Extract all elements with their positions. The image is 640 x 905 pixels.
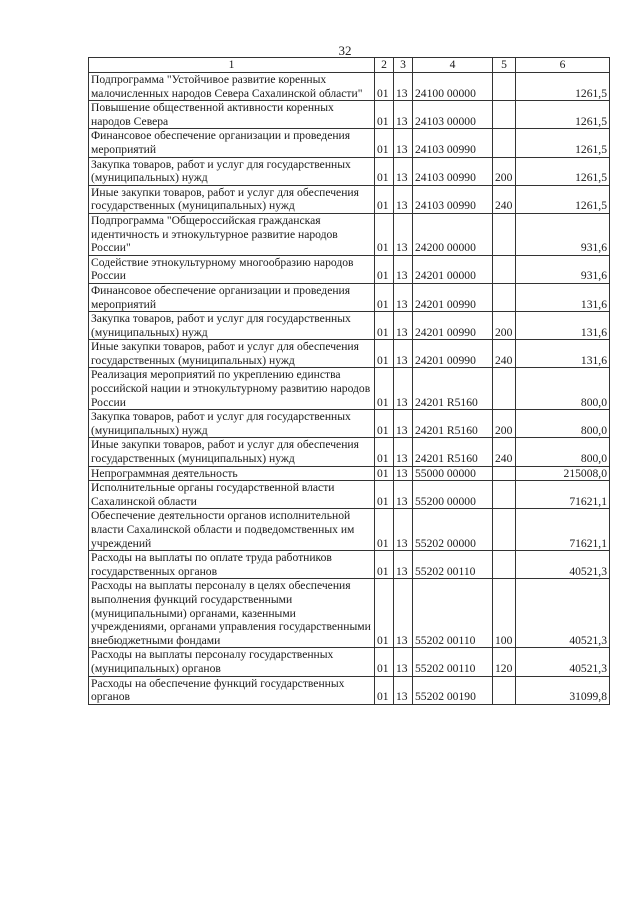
page-number: 32: [338, 43, 352, 58]
target-article-cell: 24100 00000: [413, 73, 493, 101]
expense-type-cell: 200: [493, 410, 516, 438]
expense-type-cell: 100: [493, 579, 516, 648]
target-article-cell: 24103 00990: [413, 157, 493, 185]
header-cell: 4: [413, 58, 493, 73]
section-code-cell: 01: [375, 676, 394, 704]
table-row: [89, 466, 610, 481]
section-code-cell: 01: [375, 340, 394, 368]
amount-cell: 131,6: [516, 340, 610, 368]
amount-cell: 71621,1: [516, 509, 610, 551]
section-code-cell: 01: [375, 129, 394, 157]
expense-type-cell: [493, 255, 516, 283]
expense-name-cell: Расходы на выплаты персоналу государственных (муниципальных) органов: [89, 648, 375, 676]
amount-cell: 1261,5: [516, 73, 610, 101]
table-row: [89, 438, 610, 466]
target-article-cell: 24103 00990: [413, 185, 493, 213]
expense-name-cell: Исполнительные органы государственной власти Сахалинской области: [89, 481, 375, 509]
target-article-cell: 55200 00000: [413, 481, 493, 509]
header-cell: 6: [516, 58, 610, 73]
target-article-cell: 24201 R5160: [413, 438, 493, 466]
amount-cell: 31099,8: [516, 676, 610, 704]
amount-cell: 1261,5: [516, 101, 610, 129]
target-article-cell: 24103 00990: [413, 129, 493, 157]
expense-name-cell: Расходы на выплаты персоналу в целях обеспечения выполнения функций государственными (муниципальными) органами, казенными учреждениями, органами управления государственными внебюджетными фондами: [89, 579, 375, 648]
expense-name-cell: Непрограммная деятельность: [89, 466, 375, 481]
expense-name-cell: Закупка товаров, работ и услуг для государственных (муниципальных) нужд: [89, 157, 375, 185]
expense-name-cell: Иные закупки товаров, работ и услуг для обеспечения государственных (муниципальных) нужд: [89, 438, 375, 466]
expense-name-cell: Подпрограмма "Устойчивое развитие коренных малочисленных народов Севера Сахалинской области": [89, 73, 375, 101]
subsection-code-cell: 13: [394, 509, 413, 551]
amount-cell: 1261,5: [516, 129, 610, 157]
amount-cell: 800,0: [516, 368, 610, 410]
expense-type-cell: 120: [493, 648, 516, 676]
table-row: [89, 551, 610, 579]
expense-name-cell: Иные закупки товаров, работ и услуг для обеспечения государственных (муниципальных) нужд: [89, 340, 375, 368]
expense-type-cell: 240: [493, 340, 516, 368]
expense-type-cell: [493, 676, 516, 704]
subsection-code-cell: 13: [394, 368, 413, 410]
table-row: [89, 648, 610, 676]
expense-type-cell: 200: [493, 157, 516, 185]
table-row: [89, 676, 610, 704]
subsection-code-cell: 13: [394, 340, 413, 368]
expense-type-cell: 240: [493, 438, 516, 466]
section-code-cell: 01: [375, 410, 394, 438]
expense-type-cell: [493, 283, 516, 311]
expense-name-cell: Реализация мероприятий по укреплению единства российской нации и этнокультурному развитию народов России: [89, 368, 375, 410]
subsection-code-cell: 13: [394, 410, 413, 438]
table-row: [89, 255, 610, 283]
subsection-code-cell: 13: [394, 676, 413, 704]
amount-cell: 131,6: [516, 312, 610, 340]
table-row: [89, 283, 610, 311]
table-row: [89, 481, 610, 509]
expense-type-cell: [493, 551, 516, 579]
table-row: [89, 129, 610, 157]
target-article-cell: 24201 R5160: [413, 368, 493, 410]
subsection-code-cell: 13: [394, 157, 413, 185]
subsection-code-cell: 13: [394, 648, 413, 676]
section-code-cell: 01: [375, 466, 394, 481]
section-code-cell: 01: [375, 551, 394, 579]
expense-type-cell: [493, 213, 516, 255]
section-code-cell: 01: [375, 213, 394, 255]
subsection-code-cell: 13: [394, 551, 413, 579]
subsection-code-cell: 13: [394, 466, 413, 481]
section-code-cell: 01: [375, 579, 394, 648]
expense-type-cell: 240: [493, 185, 516, 213]
header-cell: 5: [493, 58, 516, 73]
amount-cell: 931,6: [516, 255, 610, 283]
budget-table: [88, 57, 610, 705]
subsection-code-cell: 13: [394, 129, 413, 157]
table-row: [89, 509, 610, 551]
table-row: [89, 213, 610, 255]
table-row: [89, 410, 610, 438]
target-article-cell: 24103 00000: [413, 101, 493, 129]
table-row: [89, 312, 610, 340]
subsection-code-cell: 13: [394, 283, 413, 311]
expense-type-cell: [493, 73, 516, 101]
expense-name-cell: Подпрограмма "Общероссийская гражданская идентичность и этнокультурное развитие народов России": [89, 213, 375, 255]
target-article-cell: 55202 00110: [413, 579, 493, 648]
amount-cell: 1261,5: [516, 185, 610, 213]
subsection-code-cell: 13: [394, 213, 413, 255]
amount-cell: 931,6: [516, 213, 610, 255]
target-article-cell: 24201 00990: [413, 340, 493, 368]
subsection-code-cell: 13: [394, 255, 413, 283]
header-row: [89, 58, 610, 73]
amount-cell: 215008,0: [516, 466, 610, 481]
subsection-code-cell: 13: [394, 73, 413, 101]
header-cell: 2: [375, 58, 394, 73]
table-row: [89, 185, 610, 213]
target-article-cell: 24201 00990: [413, 312, 493, 340]
target-article-cell: 55000 00000: [413, 466, 493, 481]
target-article-cell: 55202 00190: [413, 676, 493, 704]
target-article-cell: 55202 00110: [413, 551, 493, 579]
subsection-code-cell: 13: [394, 312, 413, 340]
amount-cell: 131,6: [516, 283, 610, 311]
section-code-cell: 01: [375, 157, 394, 185]
subsection-code-cell: 13: [394, 185, 413, 213]
table-row: [89, 73, 610, 101]
table-row: [89, 579, 610, 648]
expense-name-cell: Финансовое обеспечение организации и проведения мероприятий: [89, 283, 375, 311]
expense-type-cell: [493, 509, 516, 551]
expense-type-cell: 200: [493, 312, 516, 340]
expense-name-cell: Иные закупки товаров, работ и услуг для обеспечения государственных (муниципальных) нужд: [89, 185, 375, 213]
section-code-cell: 01: [375, 101, 394, 129]
target-article-cell: 55202 00110: [413, 648, 493, 676]
section-code-cell: 01: [375, 481, 394, 509]
header-cell: 3: [394, 58, 413, 73]
table-row: [89, 368, 610, 410]
section-code-cell: 01: [375, 283, 394, 311]
expense-name-cell: Повышение общественной активности коренных народов Севера: [89, 101, 375, 129]
section-code-cell: 01: [375, 255, 394, 283]
table-row: [89, 101, 610, 129]
amount-cell: 800,0: [516, 438, 610, 466]
section-code-cell: 01: [375, 368, 394, 410]
expense-name-cell: Расходы на выплаты по оплате труда работников государственных органов: [89, 551, 375, 579]
section-code-cell: 01: [375, 509, 394, 551]
target-article-cell: 24201 00000: [413, 255, 493, 283]
section-code-cell: 01: [375, 648, 394, 676]
target-article-cell: 55202 00000: [413, 509, 493, 551]
amount-cell: 71621,1: [516, 481, 610, 509]
subsection-code-cell: 13: [394, 101, 413, 129]
expense-type-cell: [493, 101, 516, 129]
subsection-code-cell: 13: [394, 579, 413, 648]
header-cell: 1: [89, 58, 375, 73]
expense-name-cell: Расходы на обеспечение функций государственных органов: [89, 676, 375, 704]
section-code-cell: 01: [375, 73, 394, 101]
table-row: [89, 340, 610, 368]
expense-name-cell: Закупка товаров, работ и услуг для государственных (муниципальных) нужд: [89, 312, 375, 340]
table-row: [89, 157, 610, 185]
expense-name-cell: Содействие этнокультурному многообразию народов России: [89, 255, 375, 283]
expense-type-cell: [493, 129, 516, 157]
amount-cell: 40521,3: [516, 579, 610, 648]
target-article-cell: 24201 R5160: [413, 410, 493, 438]
section-code-cell: 01: [375, 312, 394, 340]
amount-cell: 40521,3: [516, 648, 610, 676]
expense-type-cell: [493, 481, 516, 509]
amount-cell: 1261,5: [516, 157, 610, 185]
section-code-cell: 01: [375, 185, 394, 213]
expense-type-cell: [493, 368, 516, 410]
amount-cell: 40521,3: [516, 551, 610, 579]
expense-name-cell: Финансовое обеспечение организации и проведения мероприятий: [89, 129, 375, 157]
section-code-cell: 01: [375, 438, 394, 466]
expense-type-cell: [493, 466, 516, 481]
subsection-code-cell: 13: [394, 438, 413, 466]
expense-name-cell: Закупка товаров, работ и услуг для государственных (муниципальных) нужд: [89, 410, 375, 438]
target-article-cell: 24200 00000: [413, 213, 493, 255]
subsection-code-cell: 13: [394, 481, 413, 509]
expense-name-cell: Обеспечение деятельности органов исполнительной власти Сахалинской области и подведомственных им учреждений: [89, 509, 375, 551]
amount-cell: 800,0: [516, 410, 610, 438]
target-article-cell: 24201 00990: [413, 283, 493, 311]
